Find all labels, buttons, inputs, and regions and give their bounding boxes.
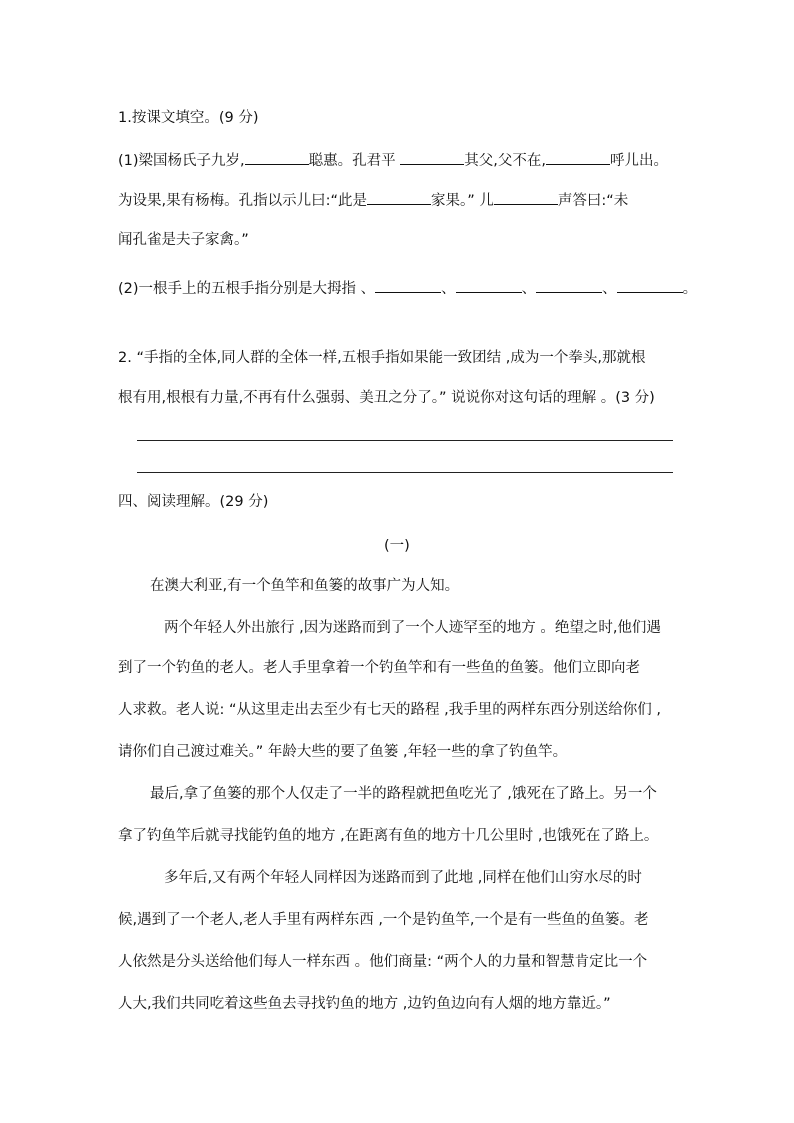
fill-blank[interactable] <box>245 150 309 165</box>
passage-subtitle: (一) <box>384 538 410 554</box>
fill-blank[interactable] <box>536 278 602 293</box>
fill-blank[interactable] <box>456 278 522 293</box>
separator: 、 <box>521 281 537 297</box>
passage-line-10: 人依然是分头送给他们每人一样东西 。他们商量: “两个人的力量和智慧肯定比一个 <box>118 954 648 970</box>
question-2-line-1: 2. “手指的全体,同人群的全体一样,五根手指如果能一致团结 ,成为一个拳头,那就根 <box>118 350 646 366</box>
passage-line-2: 两个年轻人外出旅行 ,因为迷路而到了一个人迹罕至的地方 。绝望之时,他们遇 <box>164 620 661 636</box>
question-1-line-4 <box>118 278 697 299</box>
fill-blank[interactable] <box>400 150 464 165</box>
passage-line-6: 最后,拿了鱼篓的那个人仅走了一半的路程就把鱼吃光了 ,饿死在了路上。另一个 <box>150 786 657 802</box>
section-4-title: 四、阅读理解。(29 分) <box>118 494 269 510</box>
fill-blank[interactable] <box>367 190 431 205</box>
fill-blank[interactable] <box>617 278 683 293</box>
passage-line-5: 请你们自己渡过难关。” 年龄大些的要了鱼篓 ,年轻一些的拿了钓鱼竿。 <box>118 744 568 760</box>
text-segment: 。 <box>682 281 698 297</box>
question-2-line-2: 根有用,根根有力量,不再有什么强弱、美丑之分了。” 说说你对这句话的理解 。(3 分) <box>118 390 655 406</box>
text-segment: 家果。” 儿 <box>431 193 494 209</box>
passage-line-11: 人大,我们共同吃着这些鱼去寻找钓鱼的地方 ,边钓鱼边向有人烟的地方靠近。” <box>118 996 611 1012</box>
answer-line-2[interactable] <box>137 472 673 473</box>
question-1-line-1 <box>118 150 668 171</box>
text-segment: (2)一根手上的五根手指分别是大拇指 、 <box>118 281 376 297</box>
text-segment: 其父,父不在, <box>464 153 546 169</box>
passage-line-3: 到了一个钓鱼的老人。老人手里拿着一个钓鱼竿和有一些鱼的鱼篓。他们立即向老 <box>118 660 640 676</box>
question-1-line-2 <box>118 190 628 211</box>
fill-blank[interactable] <box>546 150 610 165</box>
text-segment: (1)梁国杨氏子九岁, <box>118 153 245 169</box>
text-segment: 聪惠。孔君平 <box>308 153 401 169</box>
passage-line-8: 多年后,又有两个年轻人同样因为迷路而到了此地 ,同样在他们山穷水尽的时 <box>164 870 642 886</box>
answer-line-1[interactable] <box>137 440 673 441</box>
separator: 、 <box>441 281 456 297</box>
fill-blank[interactable] <box>494 190 558 205</box>
fill-blank[interactable] <box>375 278 441 293</box>
passage-line-1: 在澳大利亚,有一个鱼竿和鱼篓的故事广为人知。 <box>150 578 460 594</box>
text-segment: 声答曰:“未 <box>557 193 629 209</box>
text-segment: 为设果,果有杨梅。孔指以示儿曰:“此是 <box>118 193 368 209</box>
question-1-title: 1.按课文填空。(9 分) <box>118 110 259 126</box>
separator: 、 <box>602 281 617 297</box>
passage-line-9: 候,遇到了一个老人,老人手里有两样东西 ,一个是钓鱼竿,一个是有一些鱼的鱼篓。老 <box>118 912 649 928</box>
passage-line-4: 人求救。老人说: “从这里走出去至少有七天的路程 ,我手里的两样东西分别送给你们 , <box>118 702 661 718</box>
text-segment: 呼儿出。 <box>609 153 668 169</box>
passage-line-7: 拿了钓鱼竿后就寻找能钓鱼的地方 ,在距离有鱼的地方十几公里时 ,也饿死在了路上。 <box>118 828 659 844</box>
question-1-line-3: 闻孔雀是夫子家禽。” <box>118 232 249 248</box>
